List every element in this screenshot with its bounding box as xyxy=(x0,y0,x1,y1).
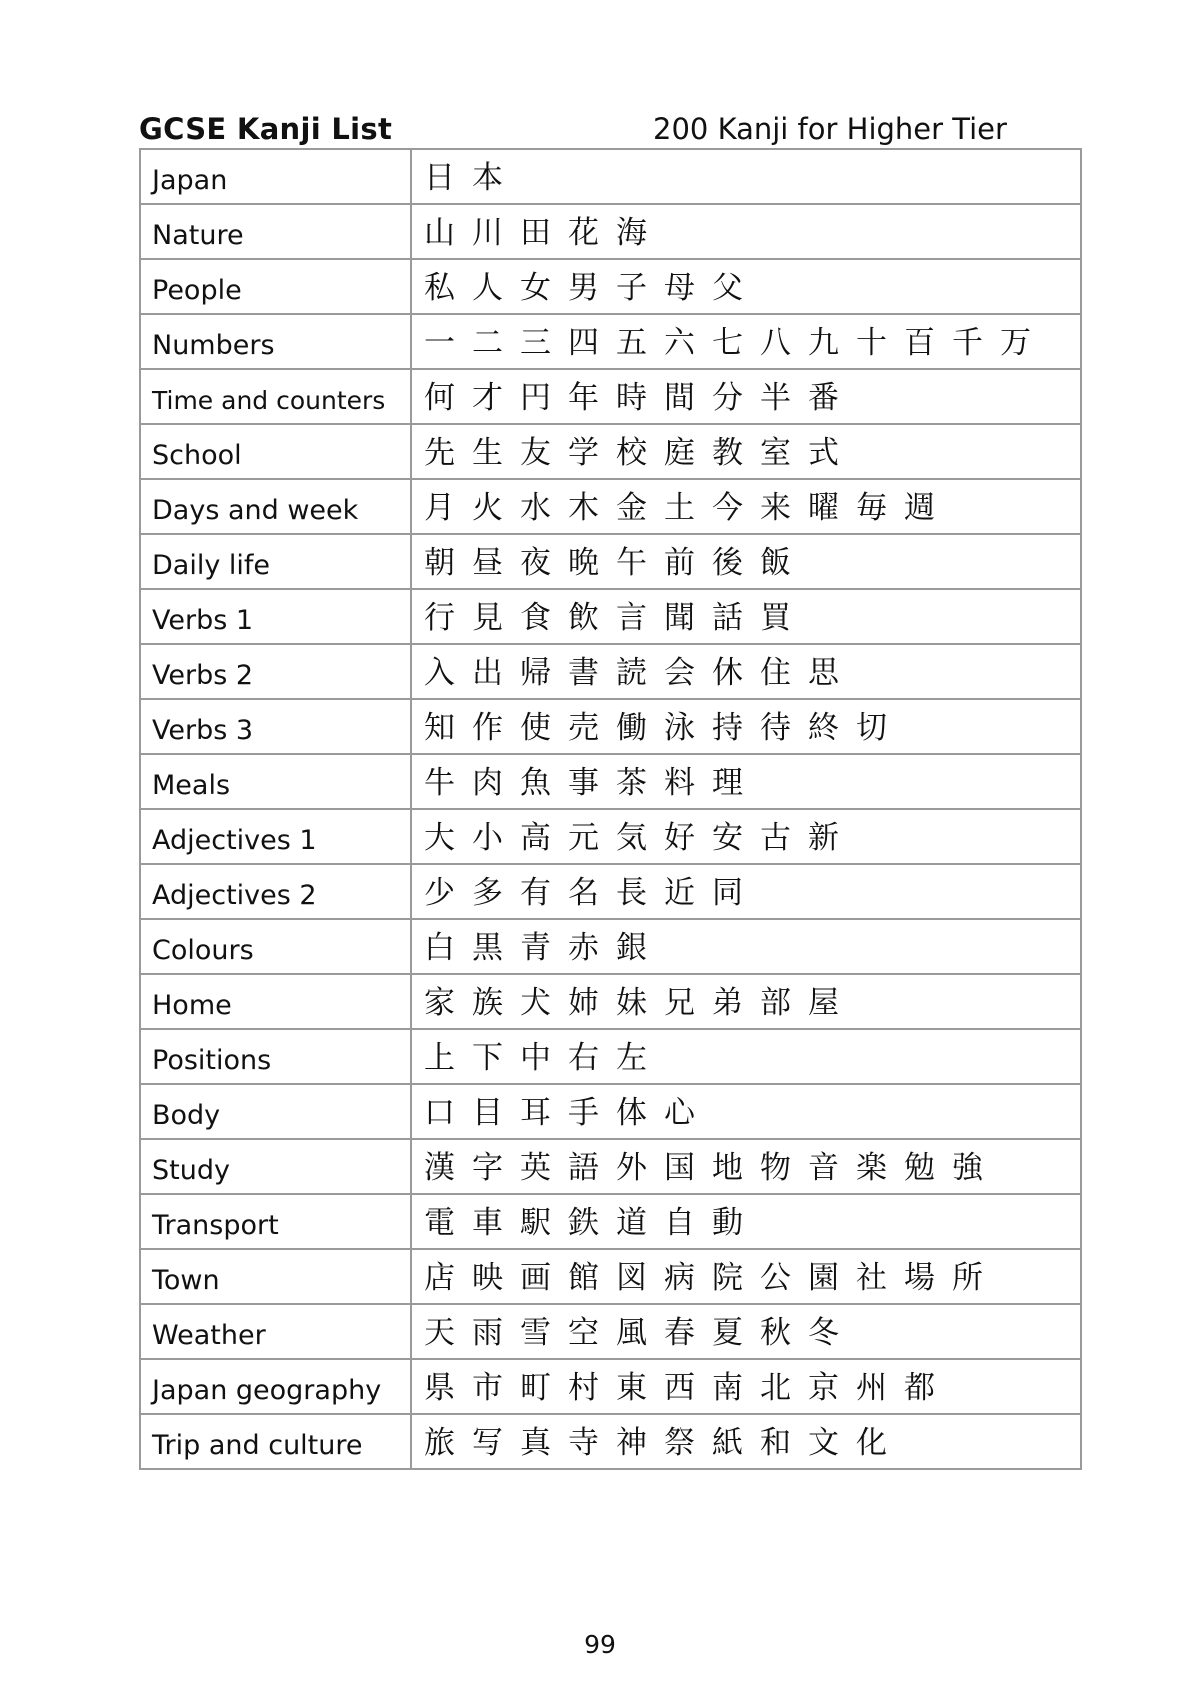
kanji-cell: 家族犬姉妹兄弟部屋 xyxy=(411,974,1081,1029)
topic-cell: Nature xyxy=(140,204,411,259)
topic-cell: Trip and culture xyxy=(140,1414,411,1469)
topic-cell: Meals xyxy=(140,754,411,809)
table-row xyxy=(140,1249,1081,1304)
topic-cell: Body xyxy=(140,1084,411,1139)
topic-cell: Japan xyxy=(140,149,411,204)
table-row xyxy=(140,369,1081,424)
topic-cell: Transport xyxy=(140,1194,411,1249)
page-header xyxy=(139,112,1082,152)
kanji-cell: 先生友学校庭教室式 xyxy=(411,424,1081,479)
topic-cell: Adjectives 2 xyxy=(140,864,411,919)
kanji-cell: 口目耳手体心 xyxy=(411,1084,1081,1139)
kanji-cell: 大小高元気好安古新 xyxy=(411,809,1081,864)
kanji-cell: 行見食飲言聞話買 xyxy=(411,589,1081,644)
table-row xyxy=(140,919,1081,974)
kanji-cell: 私人女男子母父 xyxy=(411,259,1081,314)
kanji-cell: 一二三四五六七八九十百千万 xyxy=(411,314,1081,369)
table-row xyxy=(140,1029,1081,1084)
table-row xyxy=(140,204,1081,259)
table-row xyxy=(140,314,1081,369)
kanji-cell: 天雨雪空風春夏秋冬 xyxy=(411,1304,1081,1359)
page-number: 99 xyxy=(584,1630,616,1659)
table-row xyxy=(140,424,1081,479)
table-row xyxy=(140,589,1081,644)
kanji-cell: 知作使売働泳持待終切 xyxy=(411,699,1081,754)
topic-cell: Verbs 2 xyxy=(140,644,411,699)
table-row xyxy=(140,1359,1081,1414)
topic-cell: Time and counters xyxy=(140,369,411,424)
table-row xyxy=(140,974,1081,1029)
table-row xyxy=(140,644,1081,699)
kanji-cell: 店映画館図病院公園社場所 xyxy=(411,1249,1081,1304)
topic-cell: Adjectives 1 xyxy=(140,809,411,864)
kanji-cell: 日本 xyxy=(411,149,1081,204)
kanji-cell: 月火水木金土今来曜毎週 xyxy=(411,479,1081,534)
kanji-table xyxy=(139,148,1082,1470)
document-title: GCSE Kanji List xyxy=(139,112,393,146)
table-row xyxy=(140,754,1081,809)
kanji-cell: 入出帰書読会休住思 xyxy=(411,644,1081,699)
kanji-cell: 県市町村東西南北京州都 xyxy=(411,1359,1081,1414)
topic-cell: Positions xyxy=(140,1029,411,1084)
document-subtitle: 200 Kanji for Higher Tier xyxy=(653,112,1007,146)
table-row xyxy=(140,479,1081,534)
topic-cell: School xyxy=(140,424,411,479)
table-row xyxy=(140,1084,1081,1139)
kanji-cell: 少多有名長近同 xyxy=(411,864,1081,919)
table-row xyxy=(140,149,1081,204)
topic-cell: Numbers xyxy=(140,314,411,369)
kanji-cell: 朝昼夜晩午前後飯 xyxy=(411,534,1081,589)
table-row xyxy=(140,1304,1081,1359)
kanji-cell: 牛肉魚事茶料理 xyxy=(411,754,1081,809)
table-row xyxy=(140,699,1081,754)
topic-cell: Verbs 1 xyxy=(140,589,411,644)
kanji-cell: 何才円年時間分半番 xyxy=(411,369,1081,424)
table-row xyxy=(140,534,1081,589)
kanji-cell: 電車駅鉄道自動 xyxy=(411,1194,1081,1249)
table-row xyxy=(140,864,1081,919)
kanji-cell: 山川田花海 xyxy=(411,204,1081,259)
table-row xyxy=(140,1414,1081,1469)
table-row xyxy=(140,1194,1081,1249)
topic-cell: Town xyxy=(140,1249,411,1304)
topic-cell: Days and week xyxy=(140,479,411,534)
topic-cell: Study xyxy=(140,1139,411,1194)
topic-cell: Verbs 3 xyxy=(140,699,411,754)
table-row xyxy=(140,809,1081,864)
topic-cell: Weather xyxy=(140,1304,411,1359)
table-row xyxy=(140,1139,1081,1194)
kanji-cell: 白黒青赤銀 xyxy=(411,919,1081,974)
topic-cell: Home xyxy=(140,974,411,1029)
topic-cell: Colours xyxy=(140,919,411,974)
topic-cell: People xyxy=(140,259,411,314)
kanji-cell: 上下中右左 xyxy=(411,1029,1081,1084)
table-row xyxy=(140,259,1081,314)
topic-cell: Japan geography xyxy=(140,1359,411,1414)
kanji-cell: 旅写真寺神祭紙和文化 xyxy=(411,1414,1081,1469)
topic-cell: Daily life xyxy=(140,534,411,589)
kanji-cell: 漢字英語外国地物音楽勉強 xyxy=(411,1139,1081,1194)
